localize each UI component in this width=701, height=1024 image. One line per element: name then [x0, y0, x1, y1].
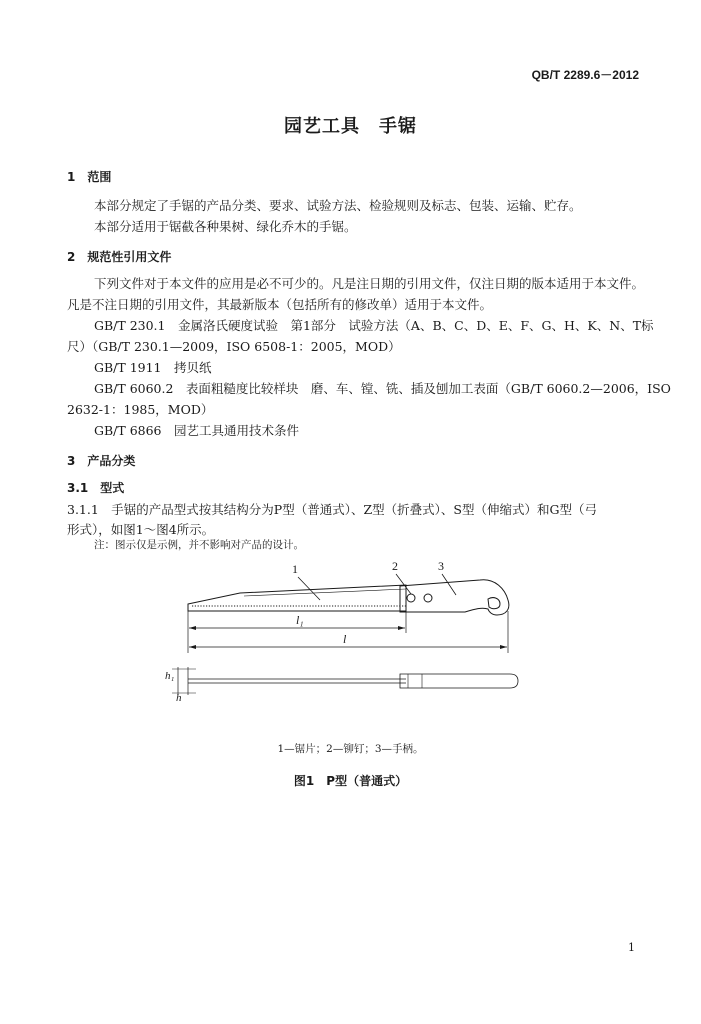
section-3-heading: 3 产品分类: [67, 454, 136, 468]
reference-gbt-230-1-line-2: 尺）（GB/T 230.1—2009，ISO 6508-1：2005，MOD）: [67, 339, 401, 354]
section-1-para-1: 本部分规定了手锯的产品分类、要求、试验方法、检验规则及标志、包装、运输、贮存。: [94, 198, 582, 213]
blade-spine-line: [244, 589, 406, 596]
rivet-1: [407, 594, 415, 602]
leader-2: [396, 574, 411, 594]
reference-gbt-1911: GB/T 1911 拷贝纸: [94, 360, 212, 375]
reference-gbt-6060-2-line-2: 2632-1：1985，MOD）: [67, 402, 214, 417]
handle-grip-hole: [488, 598, 500, 609]
label-blade: 1: [292, 562, 298, 576]
section-1-para-2: 本部分适用于锯截各种果树、绿化乔木的手锯。: [94, 219, 357, 234]
clause-3-1-1-line-1: 3.1.1 手锯的产品型式按其结构分为P型（普通式）、Z型（折叠式）、S型（伸缩式）和G型（弓: [67, 502, 597, 517]
hand-saw-drawing: [160, 555, 540, 725]
figure-title: 图1 P型（普通式）: [293, 774, 408, 788]
label-handle: 3: [438, 559, 444, 573]
document-title: 园艺工具 手锯: [284, 116, 417, 137]
section-2-heading: 2 规范性引用文件: [67, 250, 172, 264]
label-h: h: [176, 692, 182, 704]
leader-3: [442, 574, 456, 595]
side-view-handle: [400, 674, 518, 688]
standard-number: QB/T 2289.6－2012: [531, 68, 639, 82]
reference-gbt-6866: GB/T 6866 园艺工具通用技术条件: [94, 423, 300, 438]
label-rivet: 2: [392, 559, 398, 573]
label-l1: l₁: [296, 613, 304, 627]
reference-gbt-230-1-line-1: GB/T 230.1 金属洛氏硬度试验 第1部分 试验方法（A、B、C、D、E、F、G、H、K、N、T标: [94, 318, 654, 333]
clause-3-1-1-line-2: 形式），如图1～图4所示。: [67, 522, 215, 537]
section-2-intro-line-1: 下列文件对于本文件的应用是必不可少的。凡是注日期的引用文件，仅注日期的版本适用于本文件。: [94, 276, 645, 291]
label-l: l: [343, 632, 347, 646]
section-3-1-heading: 3.1 型式: [67, 481, 125, 495]
figure-caption: 1—锯片；2—铆钉；3—手柄。: [277, 743, 424, 755]
note: 注：图示仅是示例，并不影响对产品的设计。: [94, 539, 304, 551]
section-1-heading: 1 范围: [67, 170, 112, 184]
saw-blade: [188, 585, 406, 611]
page-number: 1: [628, 941, 635, 954]
label-h1: h₁: [165, 670, 175, 682]
section-2-intro-line-2: 凡是不注日期的引用文件，其最新版本（包括所有的修改单）适用于本文件。: [67, 297, 493, 312]
rivet-2: [424, 594, 432, 602]
reference-gbt-6060-2-line-1: GB/T 6060.2 表面粗糙度比较样块 磨、车、镗、铣、插及刨加工表面（GB/T 6060.2—2006，ISO: [94, 381, 671, 396]
leader-1: [298, 577, 320, 600]
